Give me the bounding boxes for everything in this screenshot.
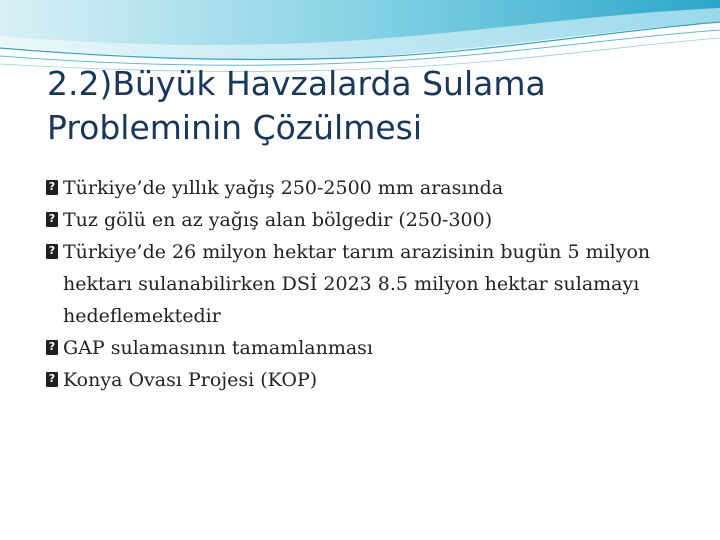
bullet-item: [46, 364, 686, 396]
missing-glyph-bullet-icon: [46, 244, 58, 259]
bullet-list: [46, 172, 686, 396]
missing-glyph-bullet-icon: [46, 340, 58, 355]
slide-title: [47, 62, 687, 150]
missing-glyph-bullet-icon: [46, 372, 58, 387]
bullet-text: Türkiye’de yıllık yağış 250-2500 mm arasında: [63, 177, 504, 199]
slide-title-line-2: Probleminin Çözülmesi: [47, 108, 423, 147]
bullet-item: [46, 204, 686, 236]
bullet-item: [46, 236, 686, 332]
slide-title-line-1: 2.2)Büyük Havzalarda Sulama: [47, 64, 546, 103]
bullet-text: Türkiye’de 26 milyon hektar tarım arazisinin bugün 5 milyon hektarı sulanabilirken DSİ 2023 8.5 milyon hektar sulamayı hedeflemektedir: [63, 241, 651, 327]
bullet-item: [46, 332, 686, 364]
bullet-item: [46, 172, 686, 204]
bullet-text: Konya Ovası Projesi (KOP): [63, 369, 318, 391]
missing-glyph-bullet-icon: [46, 180, 58, 195]
missing-glyph-bullet-icon: [46, 212, 58, 227]
bullet-text: GAP sulamasının tamamlanması: [63, 337, 374, 359]
bullet-text: Tuz gölü en az yağış alan bölgedir (250-300): [63, 209, 493, 231]
